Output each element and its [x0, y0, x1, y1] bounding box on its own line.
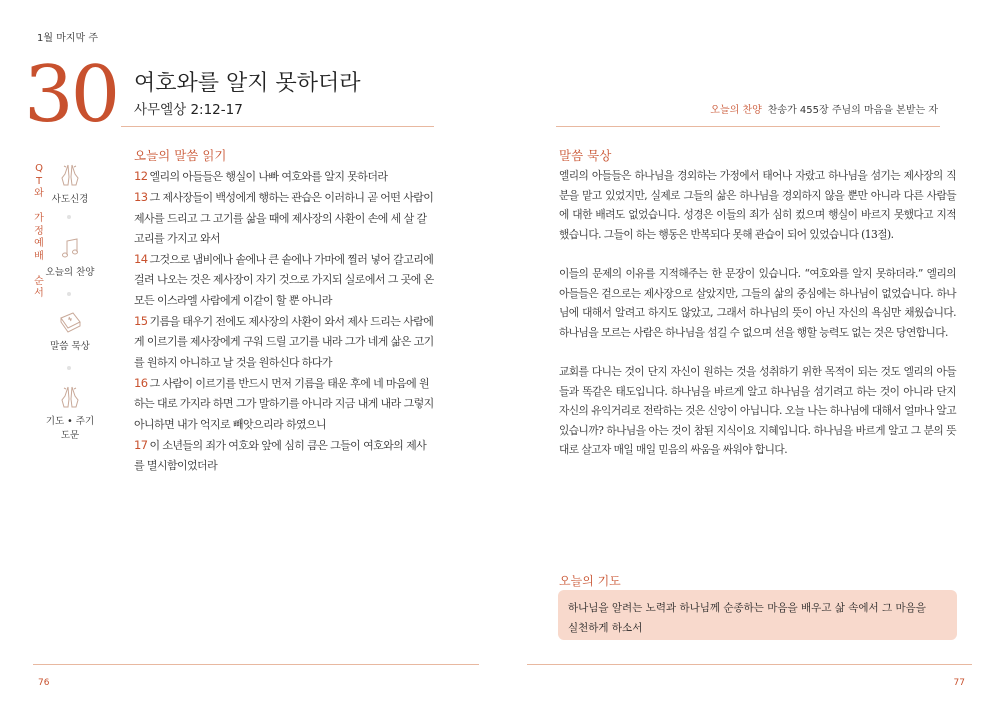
- separator-dot: [67, 215, 71, 219]
- meditation-paragraph: 교회를 다니는 것이 단지 자신이 원하는 것을 성취하기 위한 목적이 되는 것도 엘리의 아들들과 똑같은 태도입니다. 하나님을 바르게 알고 하나님을 섬기려고 하는 것이 아니라 단지 자신의 유익거리로 전락하는 것은 신앙이 아닙니다. 오늘 나는 하나님에 대해서 얼마나 알고 있습니까? 하나님을 아는 것이 참된 지식이요 지혜입니다. 하나님을 바르게 알고 그 분의 뜻대로 살고자 매일 매일 믿음의 싸움을 싸워야 합니다.: [559, 364, 956, 457]
- hymn-text: 찬송가 455장 주님의 마음을 본받는 자: [767, 105, 938, 116]
- verse-number: 15: [134, 314, 148, 329]
- sidebar-item-apostles-creed: [44, 163, 96, 205]
- verse-text: 기름을 태우기 전에도 제사장의 사환이 와서 제사 드리는 사람에게 이르기를 제사장에게 구워 드릴 고기를 내라 그가 네게 삶은 고기를 원하지 아니하고 날 것을 원하신다 하다가: [134, 315, 434, 369]
- prayer-line: 실천하게 하소서: [568, 622, 643, 634]
- meditation-paragraph: 이들의 문제의 이유를 지적해주는 한 문장이 있습니다. “여호와를 알지 못하더라.” 엘리의 아들들은 겉으로는 제사장으로 살았지만, 그들의 삶의 중심에는 하나님이 없었습니다. 하나님에 대해서 알려고 하지도 않았고, 그래서 하나님의 뜻이 아닌 자신의 욕심만 채웠습니다. 하나님을 모르는 사람은 하나님을 섬길 수 없으며 선을 행할 능력도 없는 것은 당연합니다.: [559, 266, 956, 339]
- meditation-text: [559, 166, 956, 480]
- divider: [556, 126, 940, 127]
- sidebar-item-hymn: [44, 236, 96, 278]
- sidebar-item-label: 기도 • 주기도문: [45, 416, 95, 441]
- prayer-line: 하나님을 알려는 노력과 하나님께 순종하는 마음을 배우고 삶 속에서 그 마음을: [568, 602, 926, 614]
- verse-number: 13: [134, 190, 148, 205]
- page-title: 여호와를 알지 못하더라: [134, 71, 361, 96]
- verse-number: 17: [134, 437, 148, 452]
- verse-number: 14: [134, 252, 148, 267]
- week-label: 1월 마지막 주: [37, 33, 99, 44]
- music-note-icon: [44, 236, 96, 260]
- page-number-right: 77: [953, 678, 965, 688]
- sidebar-item-meditation: [44, 310, 96, 352]
- day-number: 30: [24, 50, 118, 140]
- prayer-heading: 오늘의 기도: [559, 574, 621, 588]
- verse-text: 그 사람이 이르기를 반드시 먼저 기름을 태운 후에 네 마음에 원하는 대로 가지라 하면 그가 말하기를 아니라 지금 내게 내라 그렇지 아니하면 내가 억지로 빼앗으리라 하였으니: [134, 376, 434, 431]
- hymn-info: [710, 101, 938, 116]
- prayer-box: [558, 590, 957, 640]
- sidebar-item-prayer: [44, 385, 96, 441]
- praying-hands-icon: [44, 385, 96, 409]
- verse-text: 그것으로 냄비에나 솥에나 큰 솥에나 가마에 찔러 넣어 갈고리에 걸려 나오는 것은 제사장이 자기 것으로 가지되 실로에서 그 곳에 온 모든 이스라엘 사람에게 이같이 할 뿐 아니라: [134, 253, 434, 307]
- verse-number: 16: [134, 375, 148, 390]
- separator-dot: [67, 292, 71, 296]
- hymn-label: 오늘의 찬양: [710, 105, 762, 116]
- separator-dot: [67, 366, 71, 370]
- verse-number: 12: [134, 169, 148, 183]
- scripture-heading: 오늘의 말씀 읽기: [134, 148, 227, 163]
- vertical-title: Q T 와 가 정 예 배 순 서: [34, 163, 44, 299]
- page-number-left: 76: [38, 678, 50, 688]
- sidebar-item-label: 사도신경: [51, 194, 89, 205]
- verse-text: 그 제사장들이 백성에게 행하는 관습은 이러하니 곧 어떤 사람이 제사를 드리고 그 고기를 삶을 때에 제사장의 사환이 손에 세 살 갈고리를 가지고 와서: [134, 191, 434, 245]
- divider: [527, 664, 972, 665]
- sidebar-item-label: 말씀 묵상: [50, 341, 90, 352]
- sidebar-item-label: 오늘의 찬양: [45, 267, 95, 278]
- meditation-paragraph: 엘리의 아들들은 하나님을 경외하는 가정에서 태어나 자랐고 하나님을 섬기는 제사장의 직분을 맡고 있었지만, 실제로 그들의 삶은 하나님을 경외하지 않을 뿐만 아니라 다른 사람들에 대한 배려도 없었습니다. 성경은 이들의 죄가 심히 컸으며 행실이 바르지 못했다고 지적했습니다. 그들이 하는 행동은 반복되다 못해 관습이 되어 있었습니다 (13절).: [559, 169, 956, 241]
- meditation-heading: 말씀 묵상: [559, 148, 612, 163]
- scripture-text: [134, 166, 434, 476]
- scripture-reference: 사무엘상 2:12-17: [134, 102, 243, 118]
- divider: [121, 126, 434, 127]
- verse-text: 엘리의 아들들은 행실이 나빠 여호와를 알지 못하더라: [149, 170, 388, 183]
- verse-text: 이 소년들의 죄가 여호와 앞에 심히 큼은 그들이 여호와의 제사를 멸시함이었더라: [134, 438, 427, 473]
- divider: [33, 664, 479, 665]
- bible-book-icon: [44, 310, 96, 334]
- praying-hands-icon: [44, 163, 96, 187]
